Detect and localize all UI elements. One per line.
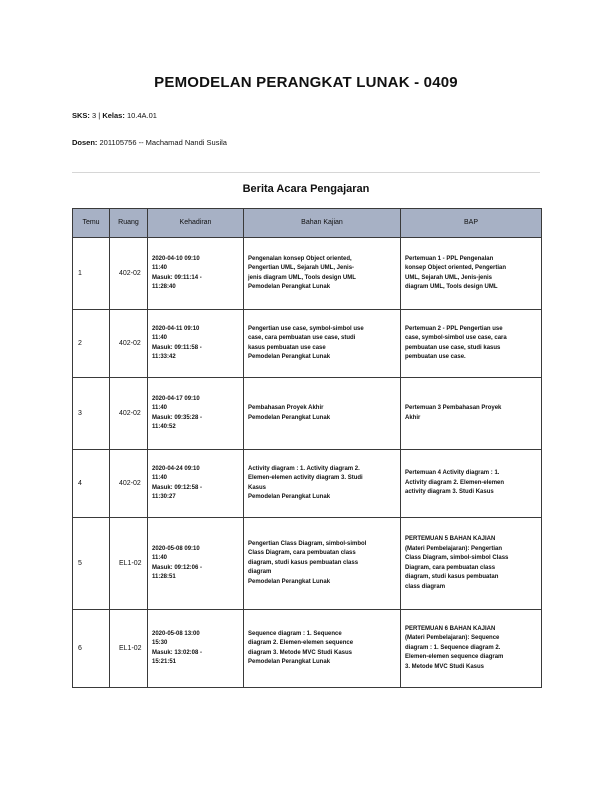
cell-bahan-kajian-line: Elemen-elemen activity diagram 3. Studi [248,475,363,481]
cell-bahan-kajian-line: Pengertian Class Diagram, simbol-simbol [248,540,367,547]
cell-kehadiran-line: 11:40:52 [152,424,176,430]
header-kehadiran: Kehadiran [148,209,244,238]
table-row [73,310,542,378]
cell-bap-line: class diagram [405,583,446,590]
cell-kehadiran [148,378,244,450]
cell-temu: 3 [73,378,110,450]
sks-label: SKS: [72,111,90,120]
header-bahan-kajian: Bahan Kajian [244,209,401,238]
cell-bap-line: konsep Object oriented, Pengertian [405,265,507,271]
cell-kehadiran-line: Masuk: 09:12:58 - [152,484,203,491]
cell-bap-line: UML, Sejarah UML, Jenis-jenis [405,274,493,281]
cell-kehadiran [148,610,244,688]
cell-bahan-kajian-line: Sequence diagram : 1. Sequence [248,630,342,637]
cell-bahan-kajian-line: Activity diagram : 1. Activity diagram 2. [248,465,360,472]
cell-temu: 1 [73,238,110,310]
cell-ruang: EL1-02 [110,610,148,688]
cell-bap [401,610,542,688]
table-row [73,450,542,518]
cell-kehadiran-line: Masuk: 09:12:06 - [152,564,203,571]
cell-kehadiran-line: 11:33:42 [152,354,176,360]
cell-kehadiran-line: 11:28:40 [152,284,176,290]
cell-bahan-kajian-line: Pemodelan Perangkat Lunak [248,659,331,665]
cell-ruang: 402-02 [110,450,148,518]
cell-bahan-kajian [244,610,401,688]
course-meta [72,111,157,120]
cell-temu: 6 [73,610,110,688]
sks-value: 3 [92,111,97,120]
table-header-row [73,209,542,238]
cell-bap [401,450,542,518]
cell-bap-line: Activity diagram 2. Elemen-elemen [405,479,505,486]
cell-bap-line: pembuatan use case. [405,354,466,360]
cell-kehadiran-line: 2020-04-10 09:10 [152,255,200,262]
cell-bap-line: Class Diagram, simbol-simbol Class [405,555,509,561]
table-row [73,610,542,688]
cell-kehadiran-line: 11:40 [152,265,168,271]
cell-bap-line: activity diagram 3. Studi Kasus [405,489,494,496]
cell-bap-line: pembuatan use case, studi kasus [405,344,501,351]
cell-bap-line: Akhir [405,414,421,421]
dosen-label: Dosen: [72,138,98,147]
cell-kehadiran [148,310,244,378]
cell-kehadiran-line: 15:21:51 [152,659,177,665]
meta-separator: | [98,111,101,120]
cell-bap-line: Pertemuan 1 - PPL Pengenalan [405,255,494,262]
cell-bahan-kajian [244,450,401,518]
cell-bahan-kajian-line: Pemodelan Perangkat Lunak [248,354,331,360]
cell-kehadiran-line: 11:30:27 [152,494,176,500]
cell-bap-line: diagram UML, Tools design UML [405,284,498,290]
cell-bahan-kajian-line: Pembahasan Proyek Akhir [248,405,324,411]
cell-temu: 2 [73,310,110,378]
cell-bap-line: PERTEMUAN 5 BAHAN KAJIAN [405,536,496,542]
cell-kehadiran [148,450,244,518]
table-row [73,238,542,310]
cell-bap-line: Pertemuan 3 Pembahasan Proyek [405,405,502,411]
cell-bahan-kajian-line: jenis diagram UML, Tools design UML [248,274,356,281]
cell-ruang: 402-02 [110,238,148,310]
teaching-report-table [72,208,542,688]
table-row [73,518,542,610]
cell-bap-line: case, symbol-simbol use case, cara [405,335,507,341]
cell-bahan-kajian-line: Pengenalan konsep Object oriented, [248,255,352,262]
cell-kehadiran-line: 15:30 [152,640,168,646]
cell-bap-line: 3. Metode MVC Studi Kasus [405,663,485,670]
cell-bap-line: Elemen-elemen sequence diagram [405,654,504,661]
cell-kehadiran-line: 11:40 [152,335,168,341]
cell-bap-line: (Materi Pembelajaran): Pengertian [405,545,503,552]
kelas-value: 10.4A.01 [126,111,157,120]
cell-bahan-kajian [244,310,401,378]
cell-kehadiran-line: 2020-05-08 13:00 [152,630,200,637]
cell-bap [401,310,542,378]
cell-kehadiran-line: 11:28:51 [152,574,176,580]
cell-ruang: 402-02 [110,378,148,450]
cell-kehadiran-line: Masuk: 09:11:14 - [152,274,202,281]
page-title: PEMODELAN PERANGKAT LUNAK - 0409 [154,74,458,91]
cell-ruang: EL1-02 [110,518,148,610]
cell-ruang: 402-02 [110,310,148,378]
cell-bap-line: PERTEMUAN 6 BAHAN KAJIAN [405,625,496,632]
cell-temu: 4 [73,450,110,518]
kelas-label: Kelas: [102,111,125,120]
cell-bap-line: (Materi Pembelajaran): Sequence [405,635,500,642]
cell-bahan-kajian-line: Pemodelan Perangkat Lunak [248,578,331,585]
cell-bap-line: Pertemuan 4 Activity diagram : 1. [405,470,500,477]
dosen-value: 201105756 -- Machamad Nandi Susila [99,138,227,147]
table-row [73,378,542,450]
header-temu: Temu [73,209,110,238]
cell-bahan-kajian-line: diagram, studi kasus pembuatan class [248,559,359,566]
cell-bahan-kajian-line: Pemodelan Perangkat Lunak [248,284,331,290]
cell-temu: 5 [73,518,110,610]
cell-kehadiran [148,518,244,610]
cell-bahan-kajian-line: Pemodelan Perangkat Lunak [248,494,331,500]
cell-bahan-kajian-line: Pengertian use case, symbol-simbol use [248,325,364,332]
cell-kehadiran-line: 11:40 [152,405,168,411]
cell-kehadiran-line: 2020-04-17 09:10 [152,395,200,402]
cell-kehadiran-line: 11:40 [152,555,168,561]
cell-kehadiran-line: Masuk: 09:35:28 - [152,414,203,421]
cell-kehadiran-line: 11:40 [152,475,168,481]
cell-bahan-kajian-line: Pengertian UML, Sejarah UML, Jenis- [248,265,355,271]
cell-kehadiran-line: Masuk: 13:02:08 - [152,649,203,656]
cell-bahan-kajian-line: Kasus [248,484,267,491]
cell-bahan-kajian-line: kasus pembuatan use case [248,344,326,351]
cell-bahan-kajian-line: Class Diagram, cara pembuatan class [248,550,356,557]
cell-kehadiran-line: 2020-04-24 09:10 [152,465,200,472]
cell-bap-line: Pertemuan 2 - PPL Pengertian use [405,325,503,332]
cell-bahan-kajian-line: diagram 2. Elemen-elemen sequence [248,640,354,646]
cell-kehadiran-line: 2020-05-08 09:10 [152,545,200,552]
cell-bahan-kajian [244,238,401,310]
cell-bap [401,378,542,450]
cell-kehadiran [148,238,244,310]
cell-bap-line: Diagram, cara pembuatan class [405,564,496,571]
cell-bap-line: diagram : 1. Sequence diagram 2. [405,644,501,651]
cell-bahan-kajian-line: diagram [248,569,272,576]
section-title: Berita Acara Pengajaran [242,183,370,195]
cell-bap [401,518,542,610]
cell-kehadiran-line: Masuk: 09:11:58 - [152,344,202,351]
cell-bahan-kajian [244,518,401,610]
cell-bahan-kajian-line: diagram 3. Metode MVC Studi Kasus [248,649,353,656]
cell-bap-line: diagram, studi kasus pembuatan [405,574,499,580]
cell-bap [401,238,542,310]
cell-bahan-kajian [244,378,401,450]
header-ruang: Ruang [110,209,148,238]
cell-kehadiran-line: 2020-04-11 09:10 [152,325,200,332]
lecturer-meta [72,138,227,147]
divider [72,172,540,173]
cell-bahan-kajian-line: Pemodelan Perangkat Lunak [248,414,331,421]
cell-bahan-kajian-line: case, cara pembuatan use case, studi [248,335,356,341]
header-bap: BAP [401,209,542,238]
